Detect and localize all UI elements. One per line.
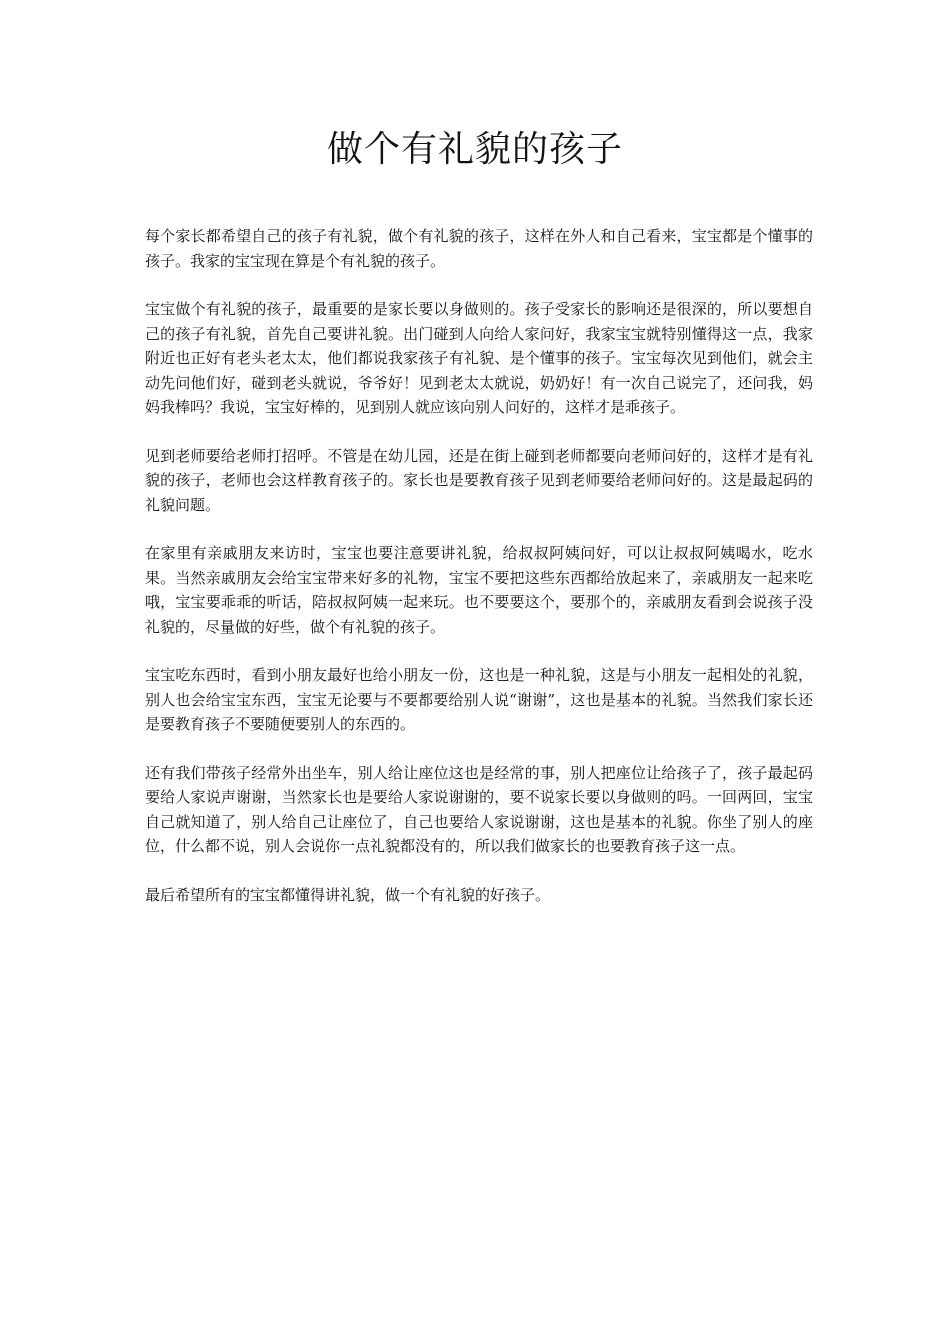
paragraph-2: 宝宝做个有礼貌的孩子，最重要的是家长要以身做则的。孩子受家长的影响还是很深的，所以要想自己的孩子有礼貌，首先自己要讲礼貌。出门碰到人向给人家问好，我家宝宝就特别懂得这一点，我家附近也正好有老头老太太，他们都说我家孩子有礼貌、是个懂事的孩子。宝宝每次见到他们，就会主动先问他们好，碰到老头就说，爷爷好！见到老太太就说，奶奶好！有一次自己说完了，还问我，妈妈我棒吗？我说，宝宝好棒的，见到别人就应该向别人问好的，这样才是乖孩子。 [145, 300, 813, 416]
paragraph-3: 见到老师要给老师打招呼。不管是在幼儿园，还是在街上碰到老师都要向老师问好的，这样才是有礼貌的孩子，老师也会这样教育孩子的。家长也是要教育孩子见到老师要给老师问好的。这是最起码的礼貌问题。 [145, 446, 813, 514]
paragraph-5: 宝宝吃东西时，看到小朋友最好也给小朋友一份，这也是一种礼貌，这是与小朋友一起相处的礼貌，别人也会给宝宝东西，宝宝无论要与不要都要给别人说“谢谢”，这也是基本的礼貌。当然我们家长还是要教育孩子不要随便要别人的东西的。 [145, 666, 813, 733]
paragraph-7: 最后希望所有的宝宝都懂得讲礼貌，做一个有礼貌的好孩子。 [145, 885, 551, 904]
document-title: 做个有礼貌的孩子 [326, 129, 623, 170]
document-body [145, 224, 813, 931]
paragraph-4: 在家里有亲戚朋友来访时，宝宝也要注意要讲礼貌，给叔叔阿姨问好，可以让叔叔阿姨喝水，吃水果。当然亲戚朋友会给宝宝带来好多的礼物，宝宝不要把这些东西都给放起来了，亲戚朋友一起来吃哦，宝宝要乖乖的听话，陪叔叔阿姨一起来玩。也不要要这个，要那个的，亲戚朋友看到会说孩子没礼貌的，尽量做的好些，做个有礼貌的孩子。 [145, 544, 813, 636]
paragraph-6: 还有我们带孩子经常外出坐车，别人给让座位这也是经常的事，别人把座位让给孩子了，孩子最起码要给人家说声谢谢，当然家长也是要给人家说谢谢的，要不说家长要以身做则的吗。一回两回，宝宝自己就知道了，别人给自己让座位了，自己也要给人家说谢谢，这也是基本的礼貌。你坐了别人的座位，什么都不说，别人会说你一点礼貌都没有的，所以我们做家长的也要教育孩子这一点。 [145, 763, 813, 855]
paragraph-1: 每个家长都希望自己的孩子有礼貌，做个有礼貌的孩子，这样在外人和自己看来，宝宝都是个懂事的孩子。我家的宝宝现在算是个有礼貌的孩子。 [145, 227, 813, 270]
